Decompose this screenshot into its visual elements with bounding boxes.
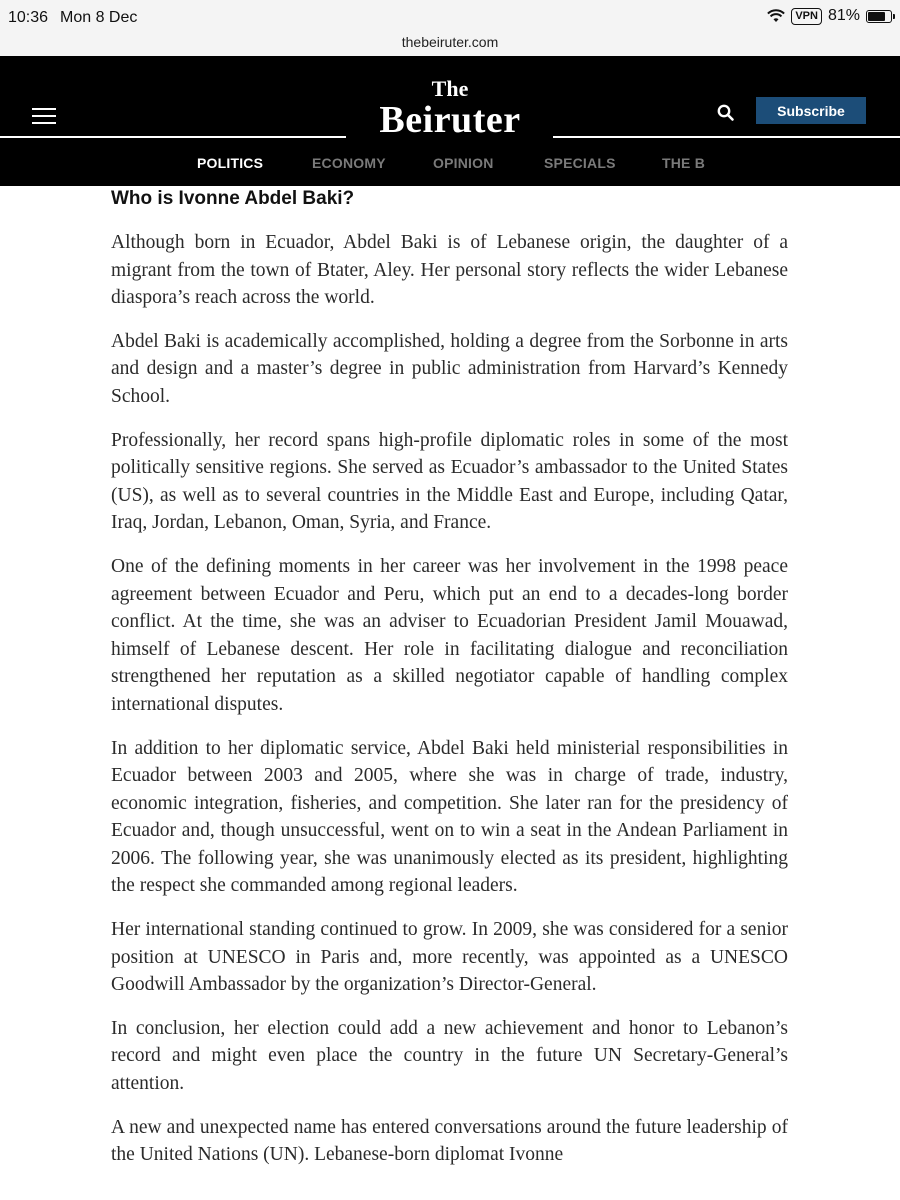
section-heading: Who is Ivonne Abdel Baki? — [111, 188, 355, 209]
article-paragraph: A new and unexpected name has entered conversations around the future leadership of the United Nations (UN). Lebanese-born diplomat Ivonne — [111, 1116, 788, 1166]
address-bar[interactable] — [0, 34, 900, 56]
logo-the: The — [431, 76, 469, 101]
status-bar — [0, 0, 900, 34]
nav-item-politics[interactable]: POLITICS — [197, 155, 264, 171]
article-paragraph: In conclusion, her election could add a new achievement and honor to Lebanon’s record and might even place the country in the future UN Secretary-General’s attention. — [111, 1017, 788, 1095]
nav-item-specials[interactable]: SPECIALS — [544, 155, 616, 171]
logo-beiruter: Beiruter — [379, 99, 521, 141]
battery-percent: 81% — [827, 7, 860, 24]
article-paragraph: Abdel Baki is academically accomplished, holding a degree from the Sorbonne in arts and design and a master’s degree in public administration from Harvard’s Kennedy School. — [111, 330, 788, 407]
article-paragraph: One of the defining moments in her career was her involvement in the 1998 peace agreement between Ecuador and Peru, which put an end to a decades-long border conflict. At the time, she was an adviser to Ecuadorian President Jamil Mouawad, himself of Lebanese descent. Her role in facilitating dialogue and reconciliation strengthened her reputation as a skilled negotiator capable of handling complex international disputes. — [111, 555, 788, 715]
search-icon[interactable] — [716, 103, 736, 123]
article-paragraph: Her international standing continued to grow. In 2009, she was considered for a senior position at UNESCO in Paris and, more recently, was appointed as a UNESCO Goodwill Ambassador by the organization’s Director-General. — [111, 919, 788, 996]
status-time: 10:36 — [8, 9, 49, 26]
site-logo[interactable] — [350, 78, 550, 140]
vpn-badge: VPN — [791, 8, 822, 25]
wifi-icon — [767, 9, 785, 23]
hamburger-menu-icon[interactable] — [32, 108, 56, 126]
battery-icon — [866, 10, 892, 23]
section-nav — [0, 152, 900, 174]
article-paragraph: Professionally, her record spans high-profile diplomatic roles in some of the most politically sensitive regions. She served as Ecuador’s ambassador to the United States (US), as well as to several countries in the Middle East and Europe, including Qatar, Iraq, Jordan, Lebanon, Oman, Syria, and France. — [111, 429, 788, 534]
subscribe-button[interactable]: Subscribe — [756, 97, 866, 124]
battery-fill — [868, 12, 885, 21]
nav-item-the-b[interactable]: THE B — [662, 155, 705, 171]
header-rule-left — [0, 136, 346, 138]
header-rule-right — [553, 136, 900, 138]
status-date: Mon 8 Dec — [60, 9, 138, 26]
status-right-group — [767, 7, 892, 25]
site-header — [0, 56, 900, 186]
article-paragraph: In addition to her diplomatic service, Abdel Baki held ministerial responsibilities in Ecuador between 2003 and 2005, where she was in charge of trade, industry, economic integration, fisheries, and competition. She later ran for the presidency of Ecuador and, though unsuccessful, went on to win a seat in the Andean Parliament in 2006. The following year, she was unanimously elected as its president, highlighting the respect she commanded among regional leaders. — [111, 737, 788, 897]
article-paragraph: Although born in Ecuador, Abdel Baki is of Lebanese origin, the daughter of a migrant from the town of Btater, Aley. Her personal story reflects the wider Lebanese diaspora’s reach across the world. — [111, 232, 788, 309]
article-body — [111, 186, 788, 1169]
url-text: thebeiruter.com — [401, 34, 499, 50]
nav-item-opinion[interactable]: OPINION — [433, 155, 494, 171]
nav-item-economy[interactable]: ECONOMY — [312, 155, 386, 171]
